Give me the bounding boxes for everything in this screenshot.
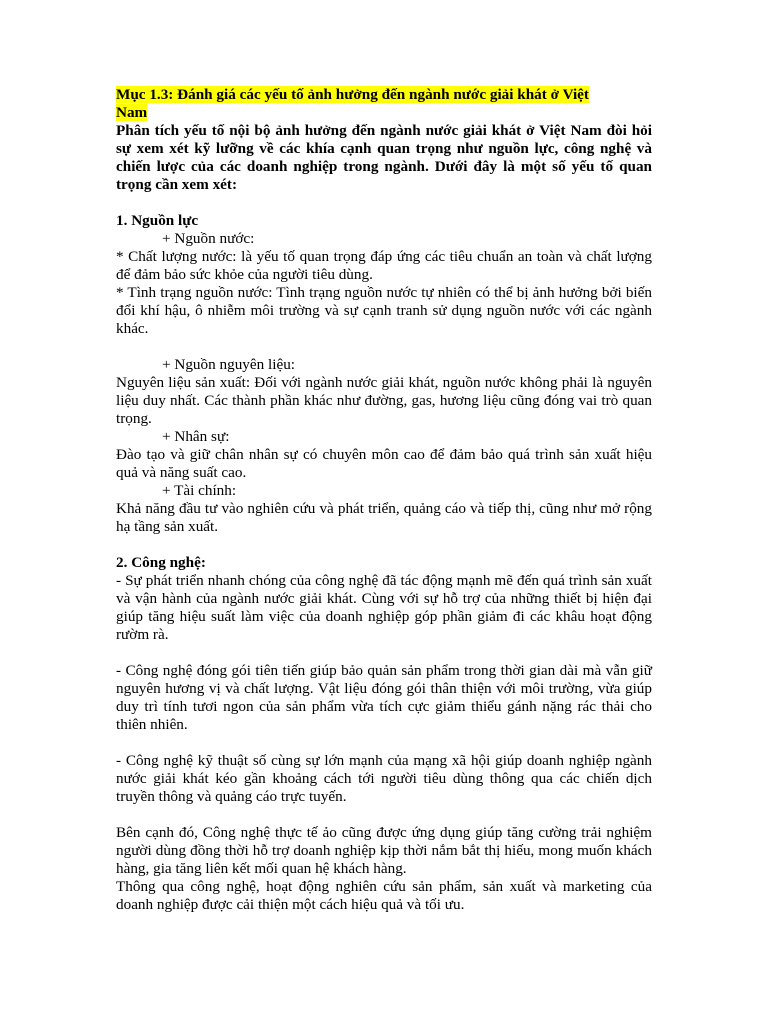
spacer <box>116 806 652 824</box>
spacer <box>116 734 652 752</box>
spacer <box>116 644 652 662</box>
section-2-title: 2. Công nghệ: <box>116 554 206 571</box>
spacer <box>116 338 652 356</box>
technology-paragraph-4: Bên cạnh đó, Công nghệ thực tế ảo cũng được ứng dụng giúp tăng cường trải nghiệm người dùng đồng thời hỗ trợ doanh nghiệp kịp thời nắm bắt thị hiếu, mong muốn khách hàng, gia tăng liên kết mối quan hệ khách hàng. <box>116 824 652 877</box>
spacer <box>116 194 652 212</box>
technology-paragraph-2: - Công nghệ đóng gói tiên tiến giúp bảo quản sản phẩm trong thời gian dài mà vẫn giữ nguyên hương vị và chất lượng. Vật liệu đóng gói thân thiện với môi trường, vừa giúp duy trì tính tươi ngon của sản phẩm vừa tích cực giảm thiểu gánh nặng rác thải cho thiên nhiên. <box>116 662 652 733</box>
material-source-label: + Nguồn nguyên liệu: <box>162 356 296 373</box>
water-source-label: + Nguồn nước: <box>162 230 255 247</box>
hr-paragraph: Đào tạo và giữ chân nhân sự có chuyên môn cao để đảm bảo quá trình sản xuất hiệu quả và năng suất cao. <box>116 446 652 481</box>
technology-paragraph-5: Thông qua công nghệ, hoạt động nghiên cứu sản phẩm, sản xuất và marketing của doanh nghiệp được cải thiện một cách hiệu quả và tối ưu. <box>116 878 652 913</box>
intro-paragraph: Phân tích yếu tố nội bộ ảnh hưởng đến ngành nước giải khát ở Việt Nam đòi hỏi sự xem xét kỹ lưỡng về các khía cạnh quan trọng như nguồn lực, công nghệ và chiến lược của các doanh nghiệp trong ngành. Dưới đây là một số yếu tố quan trọng cần xem xét: <box>116 122 652 193</box>
water-status-paragraph: * Tình trạng nguồn nước: Tình trạng nguồn nước tự nhiên có thể bị ảnh hưởng bởi biến đổi khí hậu, ô nhiễm môi trường và sự cạnh tranh sử dụng nguồn nước với các ngành khác. <box>116 284 652 337</box>
heading-line-2: Nam <box>116 104 148 121</box>
section-heading <box>116 86 652 122</box>
section-1-title: 1. Nguồn lực <box>116 212 199 229</box>
water-quality-paragraph: * Chất lượng nước: là yếu tố quan trọng đáp ứng các tiêu chuẩn an toàn và chất lượng để đảm bảo sức khỏe của người tiêu dùng. <box>116 248 652 283</box>
technology-paragraph-1: - Sự phát triển nhanh chóng của công nghệ đã tác động mạnh mẽ đến quá trình sản xuất và vận hành của ngành nước giải khát. Cùng với sự hỗ trợ của những thiết bị hiện đại giúp tăng hiệu suất làm việc của doanh nghiệp góp phần giảm đi các khâu hoạt động rườm rà. <box>116 572 652 643</box>
heading-line-1: Mục 1.3: Đánh giá các yếu tố ảnh hưởng đến ngành nước giải khát ở Việt <box>116 86 589 103</box>
spacer <box>116 536 652 554</box>
hr-label: + Nhân sự: <box>162 428 230 445</box>
finance-label: + Tài chính: <box>162 482 237 499</box>
material-paragraph: Nguyên liệu sản xuất: Đối với ngành nước giải khát, nguồn nước không phải là nguyên liệu duy nhất. Các thành phần khác như đường, gas, hương liệu cũng đóng vai trò quan trọng. <box>116 374 652 427</box>
finance-paragraph: Khả năng đầu tư vào nghiên cứu và phát triển, quảng cáo và tiếp thị, cũng như mở rộng hạ tầng sản xuất. <box>116 500 652 535</box>
technology-paragraph-3: - Công nghệ kỹ thuật số cùng sự lớn mạnh của mạng xã hội giúp doanh nghiệp ngành nước giải khát kéo gần khoảng cách tới người tiêu dùng thông qua các chiến dịch truyền thông và quảng cáo trực tuyến. <box>116 752 652 805</box>
